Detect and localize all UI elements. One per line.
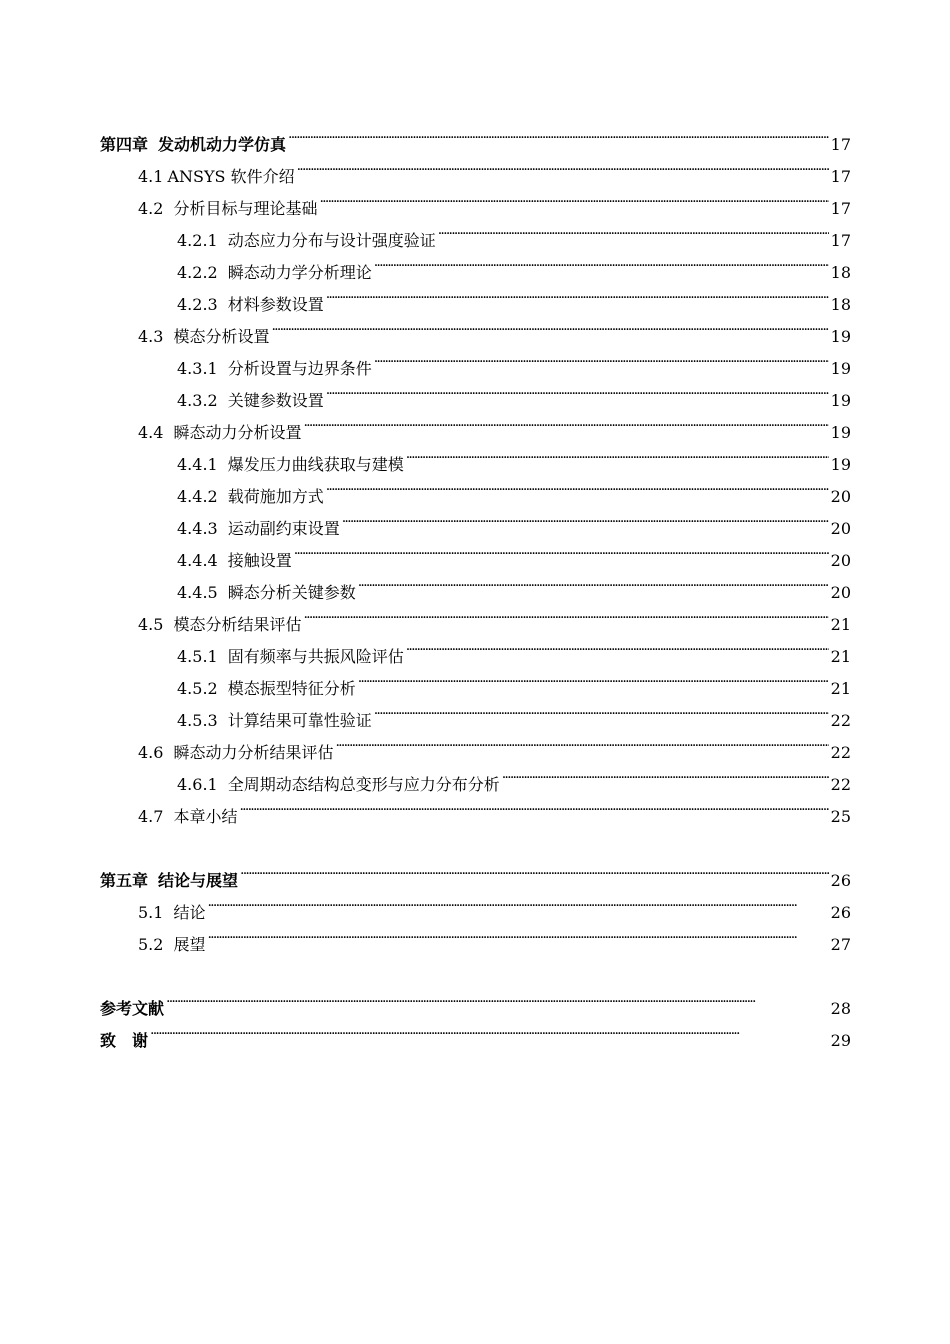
toc-number: 第五章: [100, 871, 149, 890]
toc-number: 第四章: [100, 135, 149, 154]
toc-page-number: 17: [830, 167, 851, 186]
toc-leader-dots: [271, 310, 828, 342]
toc-page-number: 19: [830, 391, 851, 410]
toc-page-number: 17: [830, 199, 851, 218]
toc-number: 4.2.2: [177, 263, 218, 282]
toc-page-number: 18: [830, 263, 851, 282]
toc-title: 爆发压力曲线获取与建模: [227, 455, 404, 474]
toc-title: 全周期动态结构总变形与应力分布分析: [227, 775, 500, 794]
table-of-contents: [100, 118, 851, 1050]
toc-row[interactable]: [100, 886, 851, 922]
toc-page-number: 25: [830, 807, 851, 826]
toc-page-number: 17: [830, 231, 851, 250]
toc-leader-dots: [335, 726, 828, 758]
toc-leader-dots: [303, 406, 828, 438]
toc-page-number: 22: [830, 711, 851, 730]
toc-page-number: 17: [830, 135, 851, 154]
toc-page-number: 20: [830, 487, 851, 506]
toc-leader-dots: [358, 662, 829, 694]
toc-title: 致 谢: [100, 1031, 149, 1050]
toc-title: 结论: [173, 903, 206, 922]
toc-title: 计算结果可靠性验证: [227, 711, 372, 730]
toc-title: 分析目标与理论基础: [173, 199, 318, 218]
toc-number: 4.5.3: [177, 711, 218, 730]
toc-leader-dots: [326, 470, 829, 502]
toc-title: 模态振型特征分析: [227, 679, 356, 698]
toc-number: 4.6.1: [177, 775, 218, 794]
toc-page-number: 26: [830, 903, 851, 922]
toc-leader-dots: [374, 246, 829, 278]
toc-number: 4.3: [138, 327, 164, 346]
toc-title: 瞬态分析关键参数: [227, 583, 356, 602]
toc-title: 材料参数设置: [227, 295, 324, 314]
toc-number: 4.4.1: [177, 455, 218, 474]
toc-number: 4.4.2: [177, 487, 218, 506]
toc-title: 发动机动力学仿真: [158, 135, 287, 154]
toc-leader-dots: [326, 278, 829, 310]
toc-title: 动态应力分布与设计强度验证: [227, 231, 436, 250]
toc-page-number: 19: [830, 423, 851, 442]
toc-leader-dots: [374, 342, 829, 374]
toc-number: 4.4.4: [177, 551, 218, 570]
toc-number: 4.4.3: [177, 519, 218, 538]
toc-leader-dots: [207, 918, 828, 950]
toc-page-number: 20: [830, 583, 851, 602]
toc-page-number: 21: [830, 615, 851, 634]
toc-number: 4.3.1: [177, 359, 218, 378]
toc-number: 5.2: [138, 935, 164, 954]
toc-leader-dots: [239, 790, 828, 822]
toc-page-number: 20: [830, 551, 851, 570]
toc-number: 4.2: [138, 199, 164, 218]
toc-page-number: 22: [830, 743, 851, 762]
toc-number: 4.5: [138, 615, 164, 634]
toc-leader-dots: [166, 982, 829, 1014]
toc-page-number: 19: [830, 455, 851, 474]
toc-number: 5.1: [138, 903, 164, 922]
toc-title: 接触设置: [227, 551, 292, 570]
toc-page-number: 28: [830, 999, 851, 1018]
toc-leader-dots: [438, 214, 829, 246]
toc-title: 展望: [173, 935, 206, 954]
toc-page-number: 19: [830, 327, 851, 346]
toc-page-number: 19: [830, 359, 851, 378]
toc-title: 关键参数设置: [227, 391, 324, 410]
toc-leader-dots: [502, 758, 829, 790]
toc-leader-dots: [288, 118, 829, 150]
toc-number: 4.2.1: [177, 231, 218, 250]
toc-title: 模态分析设置: [173, 327, 270, 346]
toc-row[interactable]: [100, 118, 851, 154]
toc-leader-dots: [319, 182, 828, 214]
toc-row[interactable]: [100, 854, 851, 890]
toc-leader-dots: [358, 566, 829, 598]
toc-leader-dots: [303, 598, 828, 630]
toc-title: 瞬态动力学分析理论: [227, 263, 372, 282]
toc-leader-dots: [240, 854, 829, 886]
toc-title: 本章小结: [173, 807, 238, 826]
toc-leader-dots: [406, 438, 829, 470]
toc-number: 4.6: [138, 743, 164, 762]
toc-page-number: 21: [830, 647, 851, 666]
toc-page-number: 22: [830, 775, 851, 794]
toc-number: 4.4.5: [177, 583, 218, 602]
toc-leader-dots: [207, 886, 828, 918]
toc-number: 4.5.2: [177, 679, 218, 698]
toc-number: 4.3.2: [177, 391, 218, 410]
toc-leader-dots: [326, 374, 829, 406]
toc-page-number: 21: [830, 679, 851, 698]
toc-title: 参考文献: [100, 999, 165, 1018]
toc-title: 瞬态动力分析结果评估: [173, 743, 334, 762]
toc-number: 4.7: [138, 807, 164, 826]
toc-title: 模态分析结果评估: [173, 615, 302, 634]
toc-page-number: 27: [830, 935, 851, 954]
toc-title: 结论与展望: [158, 871, 239, 890]
toc-title: ANSYS 软件介绍: [167, 167, 295, 186]
toc-page-number: 20: [830, 519, 851, 538]
toc-leader-dots: [294, 534, 829, 566]
toc-number: 4.5.1: [177, 647, 218, 666]
toc-leader-dots: [406, 630, 829, 662]
toc-leader-dots: [297, 150, 829, 182]
toc-title: 分析设置与边界条件: [227, 359, 372, 378]
toc-number: 4.4: [138, 423, 164, 442]
toc-row[interactable]: [100, 1014, 851, 1050]
toc-page-number: 26: [830, 871, 851, 890]
toc-title: 载荷施加方式: [227, 487, 324, 506]
toc-title: 运动副约束设置: [227, 519, 340, 538]
toc-number: 4.1: [138, 167, 164, 186]
toc-leader-dots: [342, 502, 829, 534]
toc-leader-dots: [150, 1014, 829, 1046]
toc-title: 瞬态动力分析设置: [173, 423, 302, 442]
toc-page-number: 18: [830, 295, 851, 314]
toc-leader-dots: [374, 694, 829, 726]
toc-number: 4.2.3: [177, 295, 218, 314]
toc-row[interactable]: [100, 982, 851, 1018]
toc-row[interactable]: [100, 918, 851, 954]
toc-page-number: 29: [830, 1031, 851, 1050]
toc-title: 固有频率与共振风险评估: [227, 647, 404, 666]
